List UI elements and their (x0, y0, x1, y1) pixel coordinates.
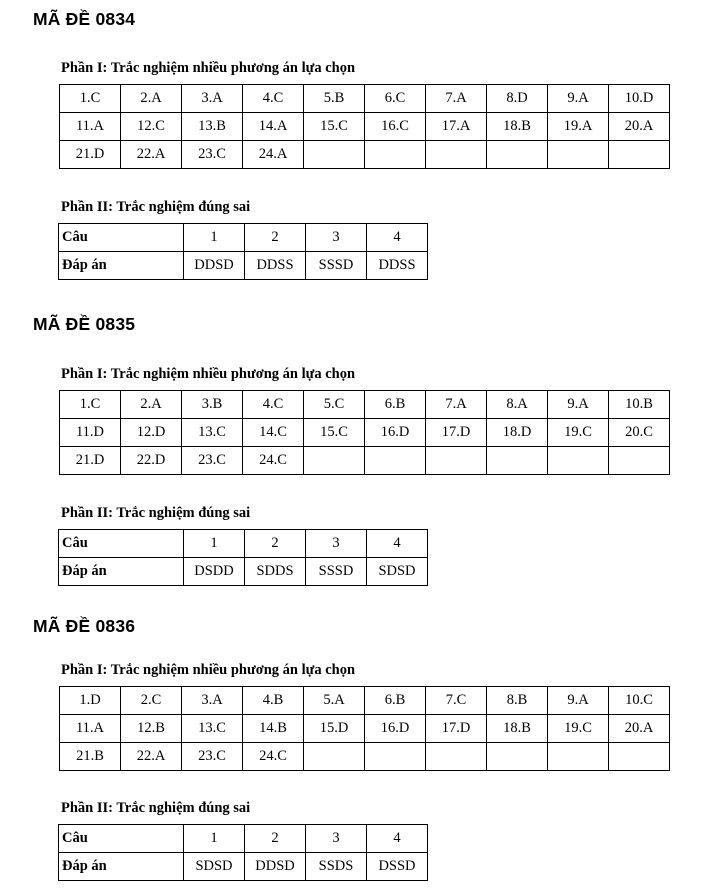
answer-cell (365, 141, 426, 169)
answer-cell: DDSS (367, 252, 428, 280)
answer-cell: 22.D (121, 447, 182, 475)
answer-cell: 20.A (609, 113, 670, 141)
answer-cell: 1.C (60, 391, 121, 419)
table-row (59, 825, 428, 853)
answer-cell: 2.A (121, 391, 182, 419)
table-row (60, 715, 670, 743)
answer-cell: 10.D (609, 85, 670, 113)
part1-title: Phần I: Trắc nghiệm nhiều phương án lựa chọn (61, 366, 356, 382)
answer-cell (487, 141, 548, 169)
table-row (59, 530, 428, 558)
answer-cell: 1.C (60, 85, 121, 113)
answer-cell: 18.B (487, 715, 548, 743)
answer-cell: DSDD (184, 558, 245, 586)
answer-cell: DSSD (367, 853, 428, 881)
answer-cell: 7.A (426, 85, 487, 113)
answer-cell: 11.D (60, 419, 121, 447)
part2-answer-table (58, 824, 428, 881)
answer-cell: 16.D (365, 419, 426, 447)
answer-cell: 21.D (60, 447, 121, 475)
answer-cell: 14.B (243, 715, 304, 743)
answer-cell: 2.A (121, 85, 182, 113)
answer-cell: 7.C (426, 687, 487, 715)
table-row (60, 743, 670, 771)
answer-cell: SSSD (306, 252, 367, 280)
answer-cell: 12.D (121, 419, 182, 447)
answer-cell (609, 141, 670, 169)
part1-title: Phần I: Trắc nghiệm nhiều phương án lựa chọn (61, 60, 356, 76)
answer-cell: 24.C (243, 743, 304, 771)
answer-cell: 21.B (60, 743, 121, 771)
table-row (60, 447, 670, 475)
answer-cell: 18.D (487, 419, 548, 447)
table-row (60, 85, 670, 113)
answer-cell: 24.C (243, 447, 304, 475)
answer-cell: 24.A (243, 141, 304, 169)
answer-cell (426, 141, 487, 169)
answer-cell: 11.A (60, 113, 121, 141)
answer-cell (609, 743, 670, 771)
answer-cell: 12.C (121, 113, 182, 141)
exam-code-title: MÃ ĐỀ 0836 (33, 616, 136, 636)
table-row (59, 853, 428, 881)
answer-cell: 2.C (121, 687, 182, 715)
answer-cell: 19.C (548, 715, 609, 743)
table-row (60, 391, 670, 419)
answer-cell: 8.A (487, 391, 548, 419)
answer-cell: 19.C (548, 419, 609, 447)
table-row (60, 419, 670, 447)
answer-cell: SDDS (245, 558, 306, 586)
answer-cell (548, 447, 609, 475)
question-number: 1 (184, 825, 245, 853)
part1-answer-table (59, 686, 670, 771)
table-row (60, 141, 670, 169)
part1-answer-table (59, 84, 670, 169)
answer-cell: 21.D (60, 141, 121, 169)
answer-cell: 10.C (609, 687, 670, 715)
answer-cell: 4.B (243, 687, 304, 715)
answer-cell (487, 743, 548, 771)
question-number: 1 (184, 530, 245, 558)
answer-cell: 7.A (426, 391, 487, 419)
question-number: 3 (306, 530, 367, 558)
answer-cell (365, 743, 426, 771)
question-number: 2 (245, 224, 306, 252)
part2-answer-table (58, 529, 428, 586)
answer-cell: 16.C (365, 113, 426, 141)
table-row (59, 558, 428, 586)
answer-cell: 6.B (365, 391, 426, 419)
question-number: 2 (245, 825, 306, 853)
answer-cell: 19.A (548, 113, 609, 141)
answer-cell: SSDS (306, 853, 367, 881)
answer-cell: 6.B (365, 687, 426, 715)
question-number: 2 (245, 530, 306, 558)
answer-cell: 1.D (60, 687, 121, 715)
answer-cell: 17.D (426, 715, 487, 743)
answer-cell: DDSS (245, 252, 306, 280)
question-number: 4 (367, 530, 428, 558)
answer-cell: 6.C (365, 85, 426, 113)
answer-cell: 4.C (243, 85, 304, 113)
answer-cell: 3.A (182, 687, 243, 715)
answer-cell: SDSD (367, 558, 428, 586)
answer-cell: 3.A (182, 85, 243, 113)
answer-cell (487, 447, 548, 475)
question-label: Câu (59, 224, 184, 252)
part2-answer-table (58, 223, 428, 280)
answer-cell: 22.A (121, 743, 182, 771)
answer-cell (365, 447, 426, 475)
part1-title: Phần I: Trắc nghiệm nhiều phương án lựa chọn (61, 662, 356, 678)
answer-cell (548, 141, 609, 169)
part2-title: Phần II: Trắc nghiệm đúng sai (61, 505, 251, 521)
question-number: 4 (367, 825, 428, 853)
answer-cell: SSSD (306, 558, 367, 586)
part2-title: Phần II: Trắc nghiệm đúng sai (61, 199, 251, 215)
answer-cell: 13.C (182, 419, 243, 447)
answer-cell (304, 141, 365, 169)
answer-cell: 9.A (548, 85, 609, 113)
answer-cell: 9.A (548, 687, 609, 715)
answer-cell: 15.C (304, 113, 365, 141)
answer-cell: 23.C (182, 447, 243, 475)
answer-cell: 11.A (60, 715, 121, 743)
table-row (60, 687, 670, 715)
answer-cell: 3.B (182, 391, 243, 419)
part1-answer-table (59, 390, 670, 475)
answer-cell: 12.B (121, 715, 182, 743)
answer-cell (548, 743, 609, 771)
answer-cell: 16.D (365, 715, 426, 743)
question-number: 3 (306, 224, 367, 252)
answer-cell: 14.A (243, 113, 304, 141)
part2-title: Phần II: Trắc nghiệm đúng sai (61, 800, 251, 816)
question-label: Câu (59, 530, 184, 558)
answer-label: Đáp án (59, 853, 184, 881)
answer-cell: 14.C (243, 419, 304, 447)
answer-cell: SDSD (184, 853, 245, 881)
answer-cell: 17.A (426, 113, 487, 141)
answer-cell: 5.C (304, 391, 365, 419)
answer-cell (304, 447, 365, 475)
answer-cell: 18.B (487, 113, 548, 141)
answer-cell: 15.C (304, 419, 365, 447)
answer-cell: 10.B (609, 391, 670, 419)
answer-cell: DDSD (245, 853, 306, 881)
answer-cell: 23.C (182, 141, 243, 169)
answer-label: Đáp án (59, 558, 184, 586)
answer-cell: 5.B (304, 85, 365, 113)
answer-cell: 9.A (548, 391, 609, 419)
question-number: 4 (367, 224, 428, 252)
table-row (59, 224, 428, 252)
answer-cell: 13.C (182, 715, 243, 743)
table-row (59, 252, 428, 280)
table-row (60, 113, 670, 141)
answer-cell: 4.C (243, 391, 304, 419)
answer-cell: 5.A (304, 687, 365, 715)
answer-cell: 17.D (426, 419, 487, 447)
answer-label: Đáp án (59, 252, 184, 280)
answer-cell: 20.C (609, 419, 670, 447)
answer-cell: 8.B (487, 687, 548, 715)
answer-cell: 13.B (182, 113, 243, 141)
exam-code-title: MÃ ĐỀ 0835 (33, 314, 136, 334)
exam-code-title: MÃ ĐỀ 0834 (33, 9, 136, 29)
question-label: Câu (59, 825, 184, 853)
answer-cell: 22.A (121, 141, 182, 169)
answer-cell (426, 447, 487, 475)
answer-cell (426, 743, 487, 771)
answer-cell (304, 743, 365, 771)
answer-cell: 15.D (304, 715, 365, 743)
answer-cell: 8.D (487, 85, 548, 113)
answer-cell: DDSD (184, 252, 245, 280)
question-number: 3 (306, 825, 367, 853)
answer-cell: 23.C (182, 743, 243, 771)
question-number: 1 (184, 224, 245, 252)
answer-cell (609, 447, 670, 475)
answer-cell: 20.A (609, 715, 670, 743)
